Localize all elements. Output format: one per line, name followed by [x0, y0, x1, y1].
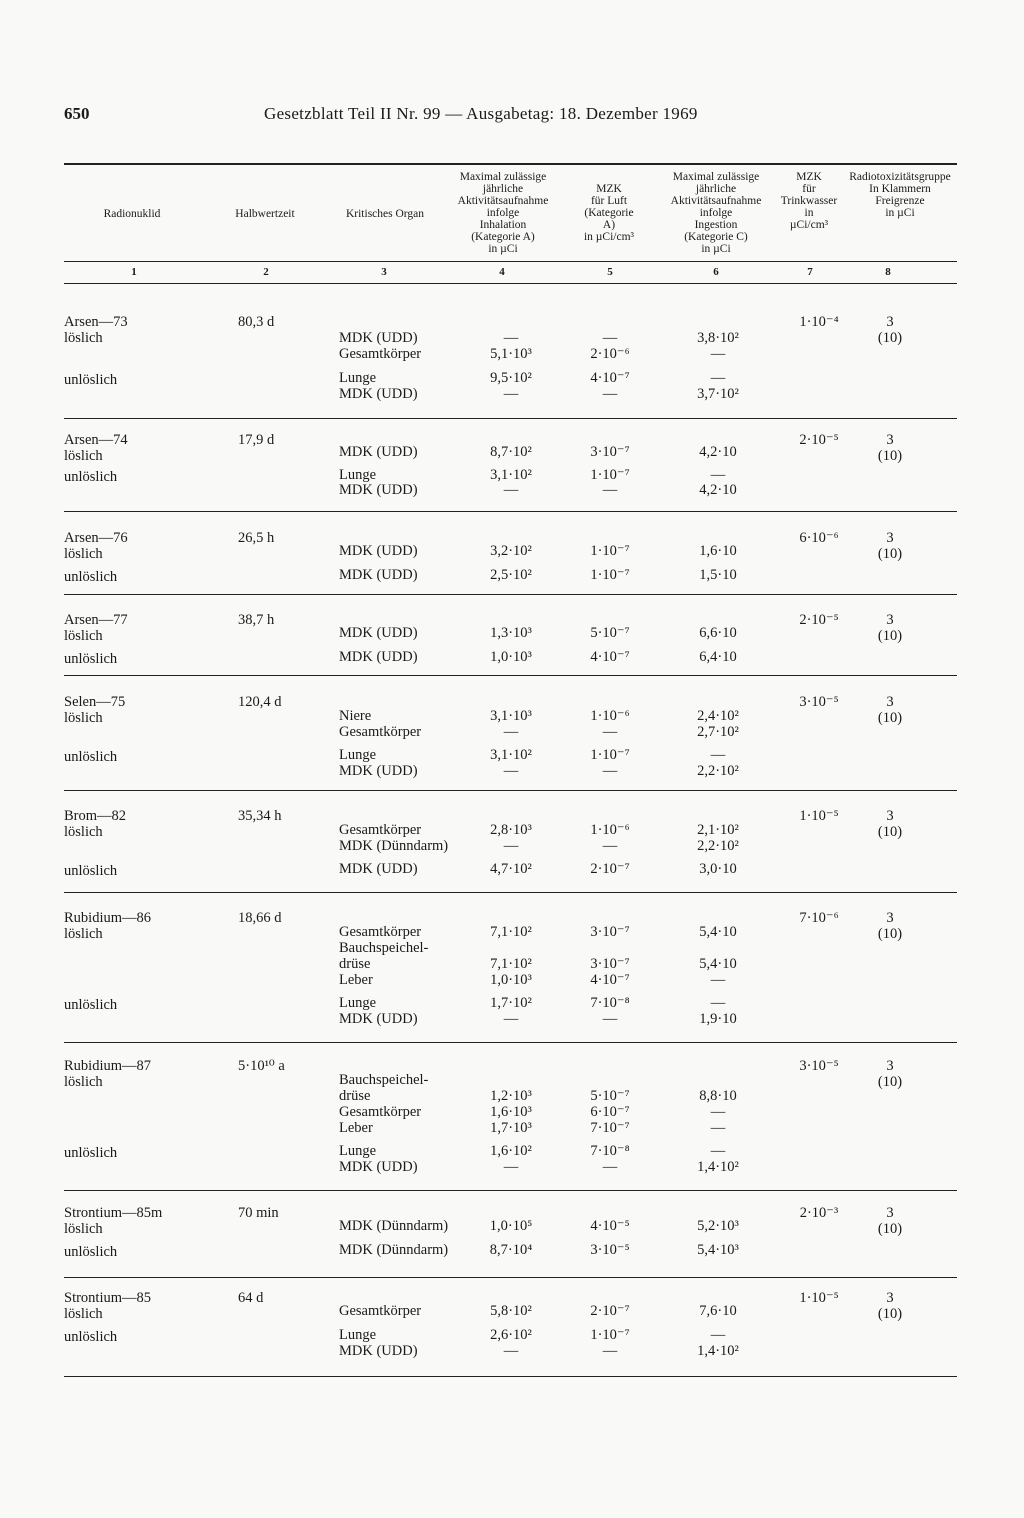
mzk-trinkwasser: 6·10⁻⁶	[799, 530, 839, 546]
mzk-luft-value: 2·10⁻⁷	[590, 861, 630, 877]
critical-organ: MDK (UDD)	[339, 861, 418, 877]
mzk-luft-value: —	[602, 386, 618, 402]
freigrenze: (10)	[877, 546, 903, 562]
col-head-halbwertzeit: Halbwertzeit	[235, 208, 295, 220]
mzk-luft-value: 6·10⁻⁷	[590, 1104, 630, 1120]
mzk-luft-value: —	[602, 1011, 618, 1027]
critical-organ: Gesamtkörper	[339, 724, 422, 740]
solubility-label: unlöslich	[64, 651, 118, 667]
ingestion-value: —	[710, 972, 726, 988]
ingestion-value: 2,1·10²	[697, 822, 739, 838]
mzk-luft-value: 7·10⁻⁷	[590, 1120, 630, 1136]
col-num-5: 5	[607, 266, 613, 278]
col-head-ingestion: Maximal zulässige jährliche Aktivitätsaufnahme infolge Ingestion (Kategorie C) in µCi	[670, 171, 762, 255]
ingestion-value: 1,9·10	[699, 1011, 737, 1027]
solubility-label: unlöslich	[64, 749, 118, 765]
radiotox-group: 3	[886, 1058, 894, 1074]
nuclide-name: Rubidium—86	[64, 910, 152, 926]
radiotox-group: 3	[886, 432, 894, 448]
mzk-luft-value: —	[602, 763, 618, 779]
critical-organ: MDK (UDD)	[339, 386, 418, 402]
inhalation-value: —	[503, 330, 519, 346]
inhalation-value: —	[503, 838, 519, 854]
col-num-2: 2	[263, 266, 269, 278]
ingestion-value: 1,5·10	[699, 567, 737, 583]
col-num-7: 7	[807, 266, 813, 278]
entry-separator	[64, 1376, 957, 1377]
ingestion-value: —	[710, 995, 726, 1011]
critical-organ: Leber	[339, 972, 373, 988]
inhalation-value: —	[503, 386, 519, 402]
col-head-mzk-luft: MZK für Luft (Kategorie A) in µCi/cm³	[583, 183, 634, 243]
page-header	[64, 104, 964, 128]
critical-organ: Bauchspeichel-	[339, 1072, 429, 1088]
critical-organ: Lunge	[339, 467, 377, 483]
solubility-label: löslich	[64, 546, 103, 562]
solubility-label: löslich	[64, 1074, 103, 1090]
mzk-trinkwasser: 1·10⁻⁵	[799, 1290, 839, 1306]
freigrenze: (10)	[877, 448, 903, 464]
critical-organ: MDK (UDD)	[339, 444, 418, 460]
radiotox-group: 3	[886, 694, 894, 710]
critical-organ: MDK (UDD)	[339, 1011, 418, 1027]
mzk-luft-value: 4·10⁻⁷	[590, 972, 630, 988]
ingestion-value: 5,4·10	[699, 924, 737, 940]
entry-separator	[64, 1042, 957, 1043]
ingestion-value: 2,2·10²	[697, 838, 739, 854]
half-life: 5·10¹⁰ a	[238, 1058, 285, 1074]
freigrenze: (10)	[877, 1306, 903, 1322]
entry-separator	[64, 594, 957, 595]
radiotox-group: 3	[886, 910, 894, 926]
critical-organ: Bauchspeichel-	[339, 940, 429, 956]
col-head-inhalation: Maximal zulässige jährliche Aktivitätsaufnahme infolge Inhalation (Kategorie A) in µCi	[457, 171, 549, 255]
mzk-luft-value: 1·10⁻⁷	[590, 567, 630, 583]
critical-organ: MDK (UDD)	[339, 482, 418, 498]
critical-organ: MDK (UDD)	[339, 567, 418, 583]
solubility-label: unlöslich	[64, 372, 118, 388]
critical-organ: drüse	[339, 1088, 371, 1104]
mzk-trinkwasser: 2·10⁻⁵	[799, 612, 839, 628]
inhalation-value: 2,8·10³	[490, 822, 532, 838]
ingestion-value: 4,2·10	[699, 444, 737, 460]
mzk-luft-value: 2·10⁻⁷	[590, 1303, 630, 1319]
nuclide-name: Selen—75	[64, 694, 126, 710]
inhalation-value: —	[503, 482, 519, 498]
ingestion-value: 5,4·10³	[697, 1242, 739, 1258]
radiotox-group: 3	[886, 1290, 894, 1306]
inhalation-value: 4,7·10²	[490, 861, 532, 877]
critical-organ: MDK (UDD)	[339, 543, 418, 559]
half-life: 64 d	[238, 1290, 264, 1306]
col-num-3: 3	[381, 266, 387, 278]
nuclide-name: Arsen—73	[64, 314, 128, 330]
nuclide-name: Arsen—77	[64, 612, 128, 628]
mzk-luft-value: 4·10⁻⁵	[590, 1218, 630, 1234]
freigrenze: (10)	[877, 1074, 903, 1090]
critical-organ: Lunge	[339, 747, 377, 763]
freigrenze: (10)	[877, 710, 903, 726]
inhalation-value: 7,1·10²	[490, 956, 532, 972]
mzk-luft-value: 4·10⁻⁷	[590, 649, 630, 665]
mzk-luft-value: 1·10⁻⁷	[590, 747, 630, 763]
solubility-label: löslich	[64, 330, 103, 346]
mzk-luft-value: —	[602, 724, 618, 740]
ingestion-value: 1,4·10²	[697, 1159, 739, 1175]
half-life: 120,4 d	[238, 694, 282, 710]
radiotox-group: 3	[886, 1205, 894, 1221]
radiotox-group: 3	[886, 612, 894, 628]
ingestion-value: —	[710, 346, 726, 362]
half-life: 35,34 h	[238, 808, 282, 824]
mzk-luft-value: 1·10⁻⁷	[590, 1327, 630, 1343]
radiotox-group: 3	[886, 530, 894, 546]
critical-organ: MDK (Dünndarm)	[339, 838, 449, 854]
mzk-luft-value: —	[602, 482, 618, 498]
solubility-label: löslich	[64, 926, 103, 942]
inhalation-value: 1,3·10³	[490, 625, 532, 641]
entry-separator	[64, 790, 957, 791]
mzk-trinkwasser: 1·10⁻⁵	[799, 808, 839, 824]
solubility-label: unlöslich	[64, 1329, 118, 1345]
ingestion-value: —	[710, 370, 726, 386]
inhalation-value: —	[503, 1159, 519, 1175]
inhalation-value: 2,5·10²	[490, 567, 532, 583]
col-num-6: 6	[713, 266, 719, 278]
inhalation-value: —	[503, 763, 519, 779]
inhalation-value: 1,0·10⁵	[489, 1218, 533, 1234]
critical-organ: Niere	[339, 708, 372, 724]
entry-separator	[64, 892, 957, 893]
inhalation-value: 2,6·10²	[490, 1327, 532, 1343]
half-life: 26,5 h	[238, 530, 275, 546]
ingestion-value: 4,2·10	[699, 482, 737, 498]
freigrenze: (10)	[877, 628, 903, 644]
solubility-label: löslich	[64, 1306, 103, 1322]
inhalation-value: —	[503, 1011, 519, 1027]
ingestion-value: 5,4·10	[699, 956, 737, 972]
mzk-trinkwasser: 2·10⁻³	[799, 1205, 839, 1221]
entry-separator	[64, 1277, 957, 1278]
inhalation-value: —	[503, 724, 519, 740]
critical-organ: Leber	[339, 1120, 373, 1136]
mzk-trinkwasser: 3·10⁻⁵	[799, 1058, 839, 1074]
ingestion-value: 1,4·10²	[697, 1343, 739, 1359]
half-life: 70 min	[238, 1205, 279, 1221]
colnum-bottom-rule	[64, 283, 957, 284]
mzk-luft-value: —	[602, 330, 618, 346]
col-head-organ: Kritisches Organ	[345, 208, 425, 220]
entry-separator	[64, 675, 957, 676]
solubility-label: unlöslich	[64, 469, 118, 485]
critical-organ: Lunge	[339, 1143, 377, 1159]
solubility-label: löslich	[64, 1221, 103, 1237]
mzk-luft-value: 1·10⁻⁷	[590, 543, 630, 559]
inhalation-value: 1,2·10³	[490, 1088, 532, 1104]
ingestion-value: 7,6·10	[699, 1303, 737, 1319]
inhalation-value: 1,6·10³	[490, 1104, 532, 1120]
mzk-luft-value: 5·10⁻⁷	[590, 1088, 630, 1104]
page-number: 650	[64, 104, 90, 123]
critical-organ: Gesamtkörper	[339, 1104, 422, 1120]
mzk-trinkwasser: 3·10⁻⁵	[799, 694, 839, 710]
critical-organ: MDK (UDD)	[339, 763, 418, 779]
ingestion-value: —	[710, 747, 726, 763]
inhalation-value: 9,5·10²	[490, 370, 532, 386]
ingestion-value: 3,7·10²	[697, 386, 739, 402]
col-head-mzk-wasser: MZK für Trinkwasser in µCi/cm³	[780, 171, 838, 231]
mzk-trinkwasser: 1·10⁻⁴	[799, 314, 839, 330]
nuclide-name: Brom—82	[64, 808, 127, 824]
mzk-luft-value: 3·10⁻⁷	[590, 924, 630, 940]
half-life: 38,7 h	[238, 612, 275, 628]
radiotox-group: 3	[886, 808, 894, 824]
nuclide-name: Arsen—76	[64, 530, 128, 546]
inhalation-value: 3,1·10³	[490, 708, 532, 724]
solubility-label: unlöslich	[64, 569, 118, 585]
freigrenze: (10)	[877, 1221, 903, 1237]
solubility-label: unlöslich	[64, 997, 118, 1013]
inhalation-value: 5,8·10²	[490, 1303, 532, 1319]
freigrenze: (10)	[877, 824, 903, 840]
solubility-label: löslich	[64, 628, 103, 644]
inhalation-value: 7,1·10²	[490, 924, 532, 940]
mzk-luft-value: 4·10⁻⁷	[590, 370, 630, 386]
inhalation-value: 8,7·10²	[490, 444, 532, 460]
header-bottom-rule	[64, 261, 957, 262]
mzk-luft-value: 1·10⁻⁶	[590, 822, 630, 838]
nuclide-name: Rubidium—87	[64, 1058, 152, 1074]
solubility-label: unlöslich	[64, 1145, 118, 1161]
ingestion-value: 3,0·10	[699, 861, 737, 877]
mzk-luft-value: 3·10⁻⁷	[590, 956, 630, 972]
critical-organ: Gesamtkörper	[339, 1303, 422, 1319]
ingestion-value: 5,2·10³	[697, 1218, 739, 1234]
ingestion-value: 8,8·10	[699, 1088, 737, 1104]
ingestion-value: —	[710, 1327, 726, 1343]
inhalation-value: 8,7·10⁴	[489, 1242, 533, 1258]
inhalation-value: 3,1·10²	[490, 747, 532, 763]
col-head-radiotox: Radiotoxizitätsgruppe In Klammern Freigrenze in µCi	[849, 171, 951, 219]
inhalation-value: 1,0·10³	[490, 649, 532, 665]
inhalation-value: 3,2·10²	[490, 543, 532, 559]
mzk-luft-value: 5·10⁻⁷	[590, 625, 630, 641]
inhalation-value: 5,1·10³	[490, 346, 532, 362]
inhalation-value: 1,0·10³	[490, 972, 532, 988]
critical-organ: MDK (UDD)	[339, 649, 418, 665]
mzk-luft-value: 1·10⁻⁷	[590, 467, 630, 483]
freigrenze: (10)	[877, 330, 903, 346]
radiotox-group: 3	[886, 314, 894, 330]
ingestion-value: —	[710, 467, 726, 483]
solubility-label: unlöslich	[64, 863, 118, 879]
ingestion-value: 1,6·10	[699, 543, 737, 559]
col-num-4: 4	[499, 266, 505, 278]
critical-organ: Gesamtkörper	[339, 822, 422, 838]
half-life: 80,3 d	[238, 314, 275, 330]
mzk-luft-value: 1·10⁻⁶	[590, 708, 630, 724]
mzk-luft-value: —	[602, 1159, 618, 1175]
half-life: 18,66 d	[238, 910, 282, 926]
ingestion-value: 3,8·10²	[697, 330, 739, 346]
critical-organ: Gesamtkörper	[339, 924, 422, 940]
inhalation-value: 3,1·10²	[490, 467, 532, 483]
entry-separator	[64, 418, 957, 419]
ingestion-value: 2,2·10²	[697, 763, 739, 779]
inhalation-value: 1,7·10³	[490, 1120, 532, 1136]
ingestion-value: 2,4·10²	[697, 708, 739, 724]
inhalation-value: 1,7·10²	[490, 995, 532, 1011]
ingestion-value: —	[710, 1143, 726, 1159]
nuclide-name: Strontium—85m	[64, 1205, 163, 1221]
mzk-luft-value: 3·10⁻⁵	[590, 1242, 630, 1258]
ingestion-value: 6,6·10	[699, 625, 737, 641]
critical-organ: MDK (Dünndarm)	[339, 1242, 449, 1258]
critical-organ: MDK (UDD)	[339, 1343, 418, 1359]
col-head-radionuklid: Radionuklid	[103, 208, 161, 220]
inhalation-value: 1,6·10²	[490, 1143, 532, 1159]
nuclide-name: Arsen—74	[64, 432, 128, 448]
mzk-luft-value: —	[602, 838, 618, 854]
mzk-luft-value: 7·10⁻⁸	[590, 995, 630, 1011]
mzk-luft-value: 2·10⁻⁶	[590, 346, 630, 362]
mzk-luft-value: 3·10⁻⁷	[590, 444, 630, 460]
mzk-trinkwasser: 2·10⁻⁵	[799, 432, 839, 448]
inhalation-value: —	[503, 1343, 519, 1359]
solubility-label: unlöslich	[64, 1244, 118, 1260]
critical-organ: Lunge	[339, 1327, 377, 1343]
critical-organ: Gesamtkörper	[339, 346, 422, 362]
critical-organ: Lunge	[339, 995, 377, 1011]
col-num-8: 8	[885, 266, 891, 278]
ingestion-value: —	[710, 1104, 726, 1120]
solubility-label: löslich	[64, 448, 103, 464]
ingestion-value: 6,4·10	[699, 649, 737, 665]
critical-organ: MDK (UDD)	[339, 625, 418, 641]
table-top-rule	[64, 163, 957, 165]
critical-organ: MDK (UDD)	[339, 330, 418, 346]
mzk-luft-value: —	[602, 1343, 618, 1359]
page-title: Gesetzblatt Teil II Nr. 99 — Ausgabetag: 18. Dezember 1969	[264, 104, 698, 123]
mzk-luft-value: 7·10⁻⁸	[590, 1143, 630, 1159]
freigrenze: (10)	[877, 926, 903, 942]
critical-organ: MDK (Dünndarm)	[339, 1218, 449, 1234]
solubility-label: löslich	[64, 824, 103, 840]
critical-organ: Lunge	[339, 370, 377, 386]
ingestion-value: 2,7·10²	[697, 724, 739, 740]
critical-organ: MDK (UDD)	[339, 1159, 418, 1175]
solubility-label: löslich	[64, 710, 103, 726]
col-num-1: 1	[131, 266, 137, 278]
entry-separator	[64, 511, 957, 512]
critical-organ: drüse	[339, 956, 371, 972]
nuclide-name: Strontium—85	[64, 1290, 152, 1306]
ingestion-value: —	[710, 1120, 726, 1136]
mzk-trinkwasser: 7·10⁻⁶	[799, 910, 839, 926]
half-life: 17,9 d	[238, 432, 275, 448]
entry-separator	[64, 1190, 957, 1191]
